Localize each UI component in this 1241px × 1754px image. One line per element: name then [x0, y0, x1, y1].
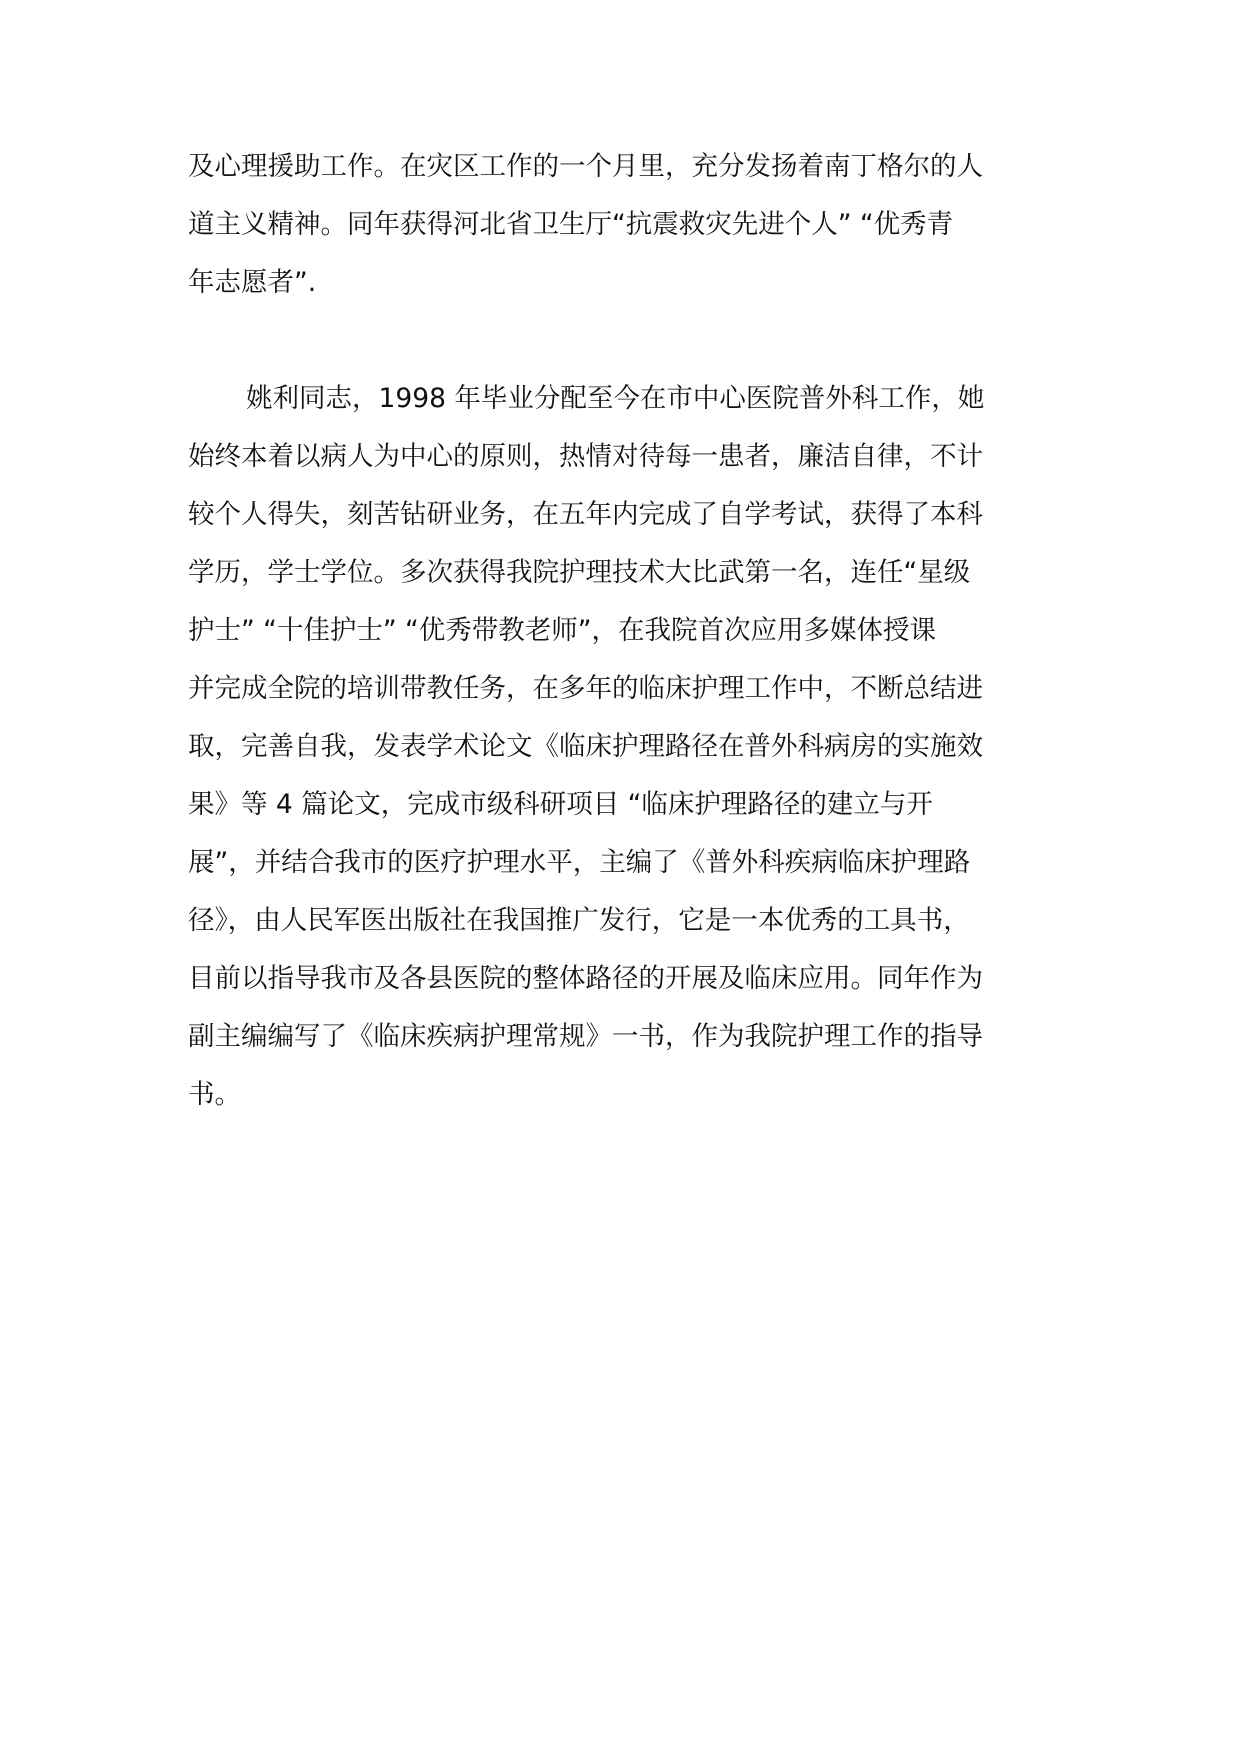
paragraph-line: 并完成全院的培训带教任务，在多年的临床护理工作中，不断总结进 — [188, 673, 983, 704]
paragraph-line: 始终本着以病人为中心的原则，热情对待每一患者，廉洁自律，不计 — [188, 441, 983, 472]
paragraph-line: 学历，学士学位。多次获得我院护理技术大比武第一名，连任“星级 — [188, 557, 971, 588]
paragraph-line: 果》等 4 篇论文，完成市级科研项目 “临床护理路径的建立与开 — [188, 789, 933, 820]
paragraph-line: 展”，并结合我市的医疗护理水平，主编了《普外科疾病临床护理路 — [188, 847, 971, 878]
paragraph-line: 较个人得失，刻苦钻研业务，在五年内完成了自学考试，获得了本科 — [188, 499, 983, 530]
paragraph-line: 取，完善自我，发表学术论文《临床护理路径在普外科病房的实施效 — [188, 731, 983, 762]
paragraph-line: 道主义精神。同年获得河北省卫生厅“抗震救灾先进个人” “优秀青 — [188, 209, 954, 240]
paragraph-line: 目前以指导我市及各县医院的整体路径的开展及临床应用。同年作为 — [188, 963, 983, 994]
paragraph-line: 年志愿者”. — [188, 267, 317, 298]
paragraph-line: 姚利同志，1998 年毕业分配至今在市中心医院普外科工作，她 — [246, 383, 985, 414]
paragraph-line: 护士” “十佳护士” “优秀带教老师”，在我院首次应用多媒体授课 — [188, 615, 936, 646]
paragraph-line: 书。 — [188, 1079, 241, 1110]
paragraph-line: 径》，由人民军医出版社在我国推广发行，它是一本优秀的工具书， — [188, 905, 970, 936]
paragraph-line: 及心理援助工作。在灾区工作的一个月里，充分发扬着南丁格尔的人 — [188, 151, 983, 182]
paragraph-line: 副主编编写了《临床疾病护理常规》一书，作为我院护理工作的指导 — [188, 1021, 983, 1052]
